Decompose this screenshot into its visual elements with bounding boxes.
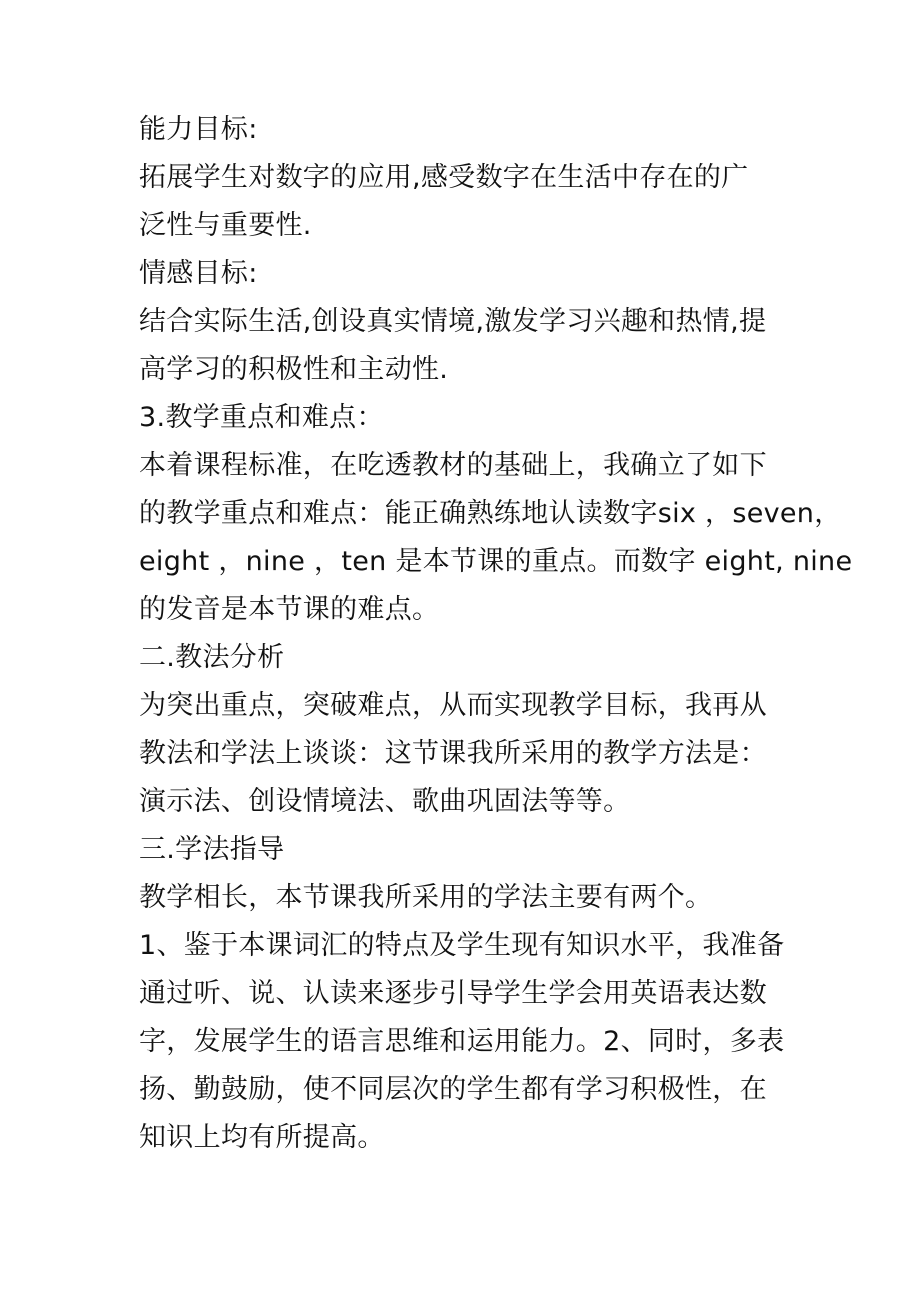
text-line: 拓展学生对数字的应用,感受数字在生活中存在的广	[139, 162, 749, 193]
text-line: 的教学重点和难点：能正确熟练地认读数字six ，seven，	[139, 498, 842, 529]
text-line: 通过听、说、认读来逐步引导学生学会用英语表达数	[139, 978, 767, 1009]
text-line: 本着课程标准，在吃透教材的基础上，我确立了如下	[139, 450, 767, 481]
text-line: 教法和学法上谈谈：这节课我所采用的教学方法是：	[139, 738, 767, 769]
section-heading: 三.学法指导	[139, 834, 285, 865]
text-line: 的发音是本节课的难点。	[139, 594, 440, 625]
section-heading: 二.教法分析	[139, 642, 285, 673]
text-line: 知识上均有所提高。	[139, 1122, 385, 1153]
document-body	[139, 106, 853, 1162]
section-heading: 3.教学重点和难点：	[139, 402, 384, 433]
text-line: 字，发展学生的语言思维和运用能力。2、同时，多表	[139, 1026, 785, 1057]
text-line: 1、鉴于本课词汇的特点及学生现有知识水平，我准备	[139, 930, 785, 961]
text-line: 泛性与重要性.	[139, 210, 312, 241]
text-line: 高学习的积极性和主动性.	[139, 354, 449, 385]
text-line: 为突出重点，突破难点，从而实现教学目标，我再从	[139, 690, 767, 721]
text-line: eight ，nine ，ten 是本节课的重点。而数字 eight, nine	[139, 546, 853, 577]
text-line: 教学相长，本节课我所采用的学法主要有两个。	[139, 882, 713, 913]
text-line: 结合实际生活,创设真实情境,激发学习兴趣和热情,提	[139, 306, 767, 337]
text-line: 演示法、创设情境法、歌曲巩固法等等。	[139, 786, 631, 817]
text-line: 能力目标:	[139, 114, 258, 145]
text-line: 扬、勤鼓励，使不同层次的学生都有学习积极性，在	[139, 1074, 767, 1105]
text-line: 情感目标:	[139, 258, 258, 289]
